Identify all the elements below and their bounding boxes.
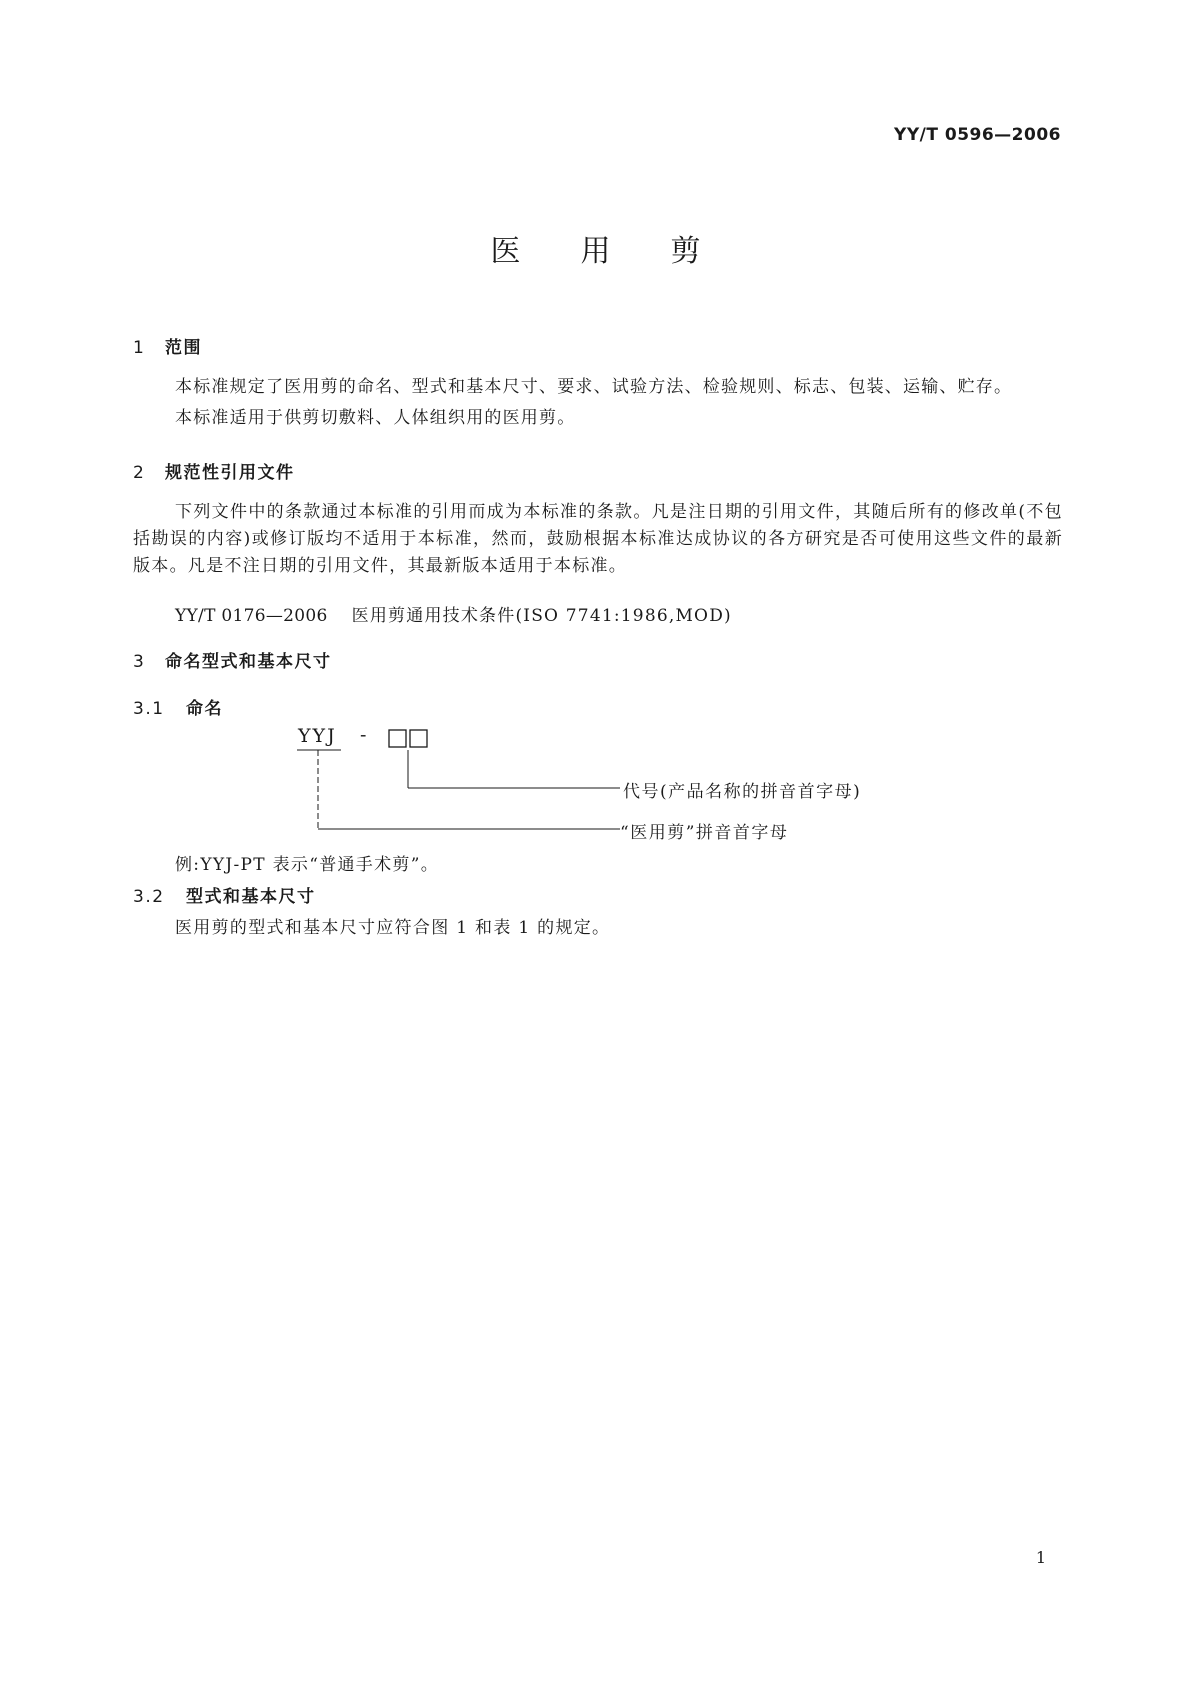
normative-reference — [175, 603, 732, 630]
page-number: 1 — [1035, 1548, 1046, 1567]
reference-code: YY/T 0176—2006 — [175, 606, 328, 626]
section-2-paragraph: 下列文件中的条款通过本标准的引用而成为本标准的条款。凡是注日期的引用文件，其随后所有的修改单(不包括勘误的内容)或修订版均不适用于本标准，然而，鼓励根据本标准达成协议的各方研究是否可使用这些文件的最新版本。凡是不注日期的引用文件，其最新版本适用于本标准。 — [133, 502, 1063, 576]
section-1-number: 1 — [133, 338, 146, 358]
section-3-2-title: 型式和基本尺寸 — [186, 887, 316, 907]
standard-number: YY/T 0596—2006 — [894, 125, 1061, 145]
section-3-1-number: 3.1 — [133, 699, 165, 719]
document-title: 医用剪 — [490, 234, 761, 269]
naming-code-label: 代号(产品名称的拼音首字母) — [623, 782, 862, 802]
section-1-paragraph-2: 本标准适用于供剪切敷料、人体组织用的医用剪。 — [175, 408, 576, 428]
naming-example: 例:YYJ-PT 表示“普通手术剪”。 — [175, 855, 439, 875]
section-3-1-title: 命名 — [186, 699, 223, 719]
naming-prefix-label: “医用剪”拼音首字母 — [620, 823, 789, 843]
section-3-2-paragraph: 医用剪的型式和基本尺寸应符合图 1 和表 1 的规定。 — [175, 918, 611, 938]
section-3-heading — [133, 647, 332, 672]
naming-code-box-1 — [389, 730, 406, 747]
naming-separator: - — [360, 724, 367, 746]
section-1-paragraph-1: 本标准规定了医用剪的命名、型式和基本尺寸、要求、试验方法、检验规则、标志、包装、运输、贮存。 — [175, 377, 1013, 397]
reference-title: 医用剪通用技术条件(ISO 7741:1986,MOD) — [351, 606, 732, 626]
section-1-title: 范围 — [165, 338, 202, 358]
section-2-heading — [133, 458, 295, 483]
section-3-number: 3 — [133, 652, 146, 672]
section-3-2-number: 3.2 — [133, 887, 165, 907]
section-1-heading — [133, 333, 202, 358]
naming-prefix: YYJ — [298, 725, 337, 747]
section-3-title: 命名型式和基本尺寸 — [165, 652, 332, 672]
section-3-2-heading — [133, 882, 316, 907]
section-3-1-heading — [133, 694, 223, 719]
section-2-number: 2 — [133, 463, 146, 483]
section-2-title: 规范性引用文件 — [165, 463, 295, 483]
naming-code-box-2 — [410, 730, 427, 747]
